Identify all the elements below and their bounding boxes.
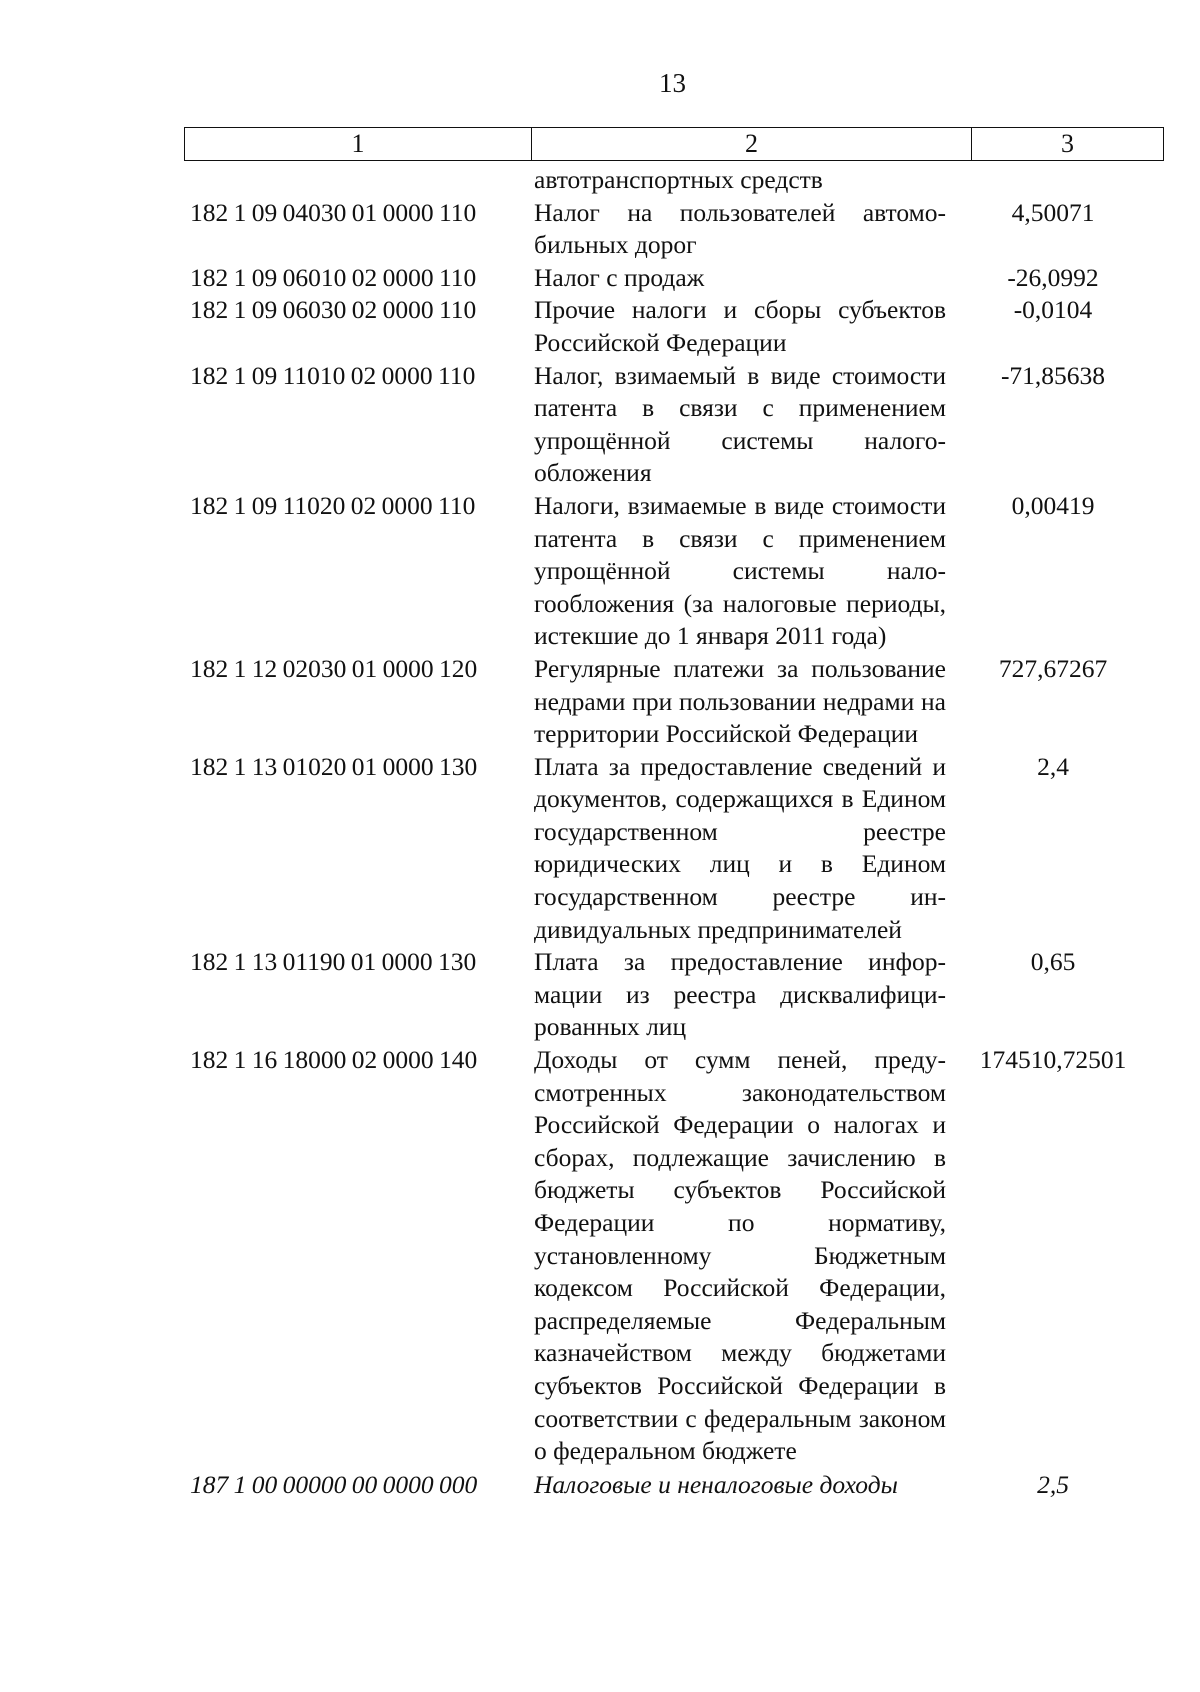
row-description: Налоговые и неналоговые доходы [534,1469,898,1499]
row-amount: 0,65 [1030,947,1076,977]
table-row [190,262,1160,295]
row-amount: 727,67267 [998,653,1108,683]
table-header [184,127,1164,161]
table-body [190,164,1160,1501]
table-row [190,490,1160,653]
row-code: 182 1 09 11020 02 0000 110 [190,490,476,520]
table-row-total [190,1469,1160,1502]
page-number: 13 [659,68,686,98]
row-description: Налог с продаж [534,262,705,292]
table-row [190,294,1160,359]
row-description: Налог на пользователей автомобильных дорог [534,197,946,260]
row-amount: 2,4 [1037,751,1069,781]
row-amount: 2,5 [1037,1469,1069,1499]
row-code: 187 1 00 00000 00 0000 000 [190,1469,478,1499]
row-description: Налоги, взимаемые в виде стоимости патента в связи с применением упрощённой системы налогообложения (за налоговые периоды, истекшие до 1 января 2011 года) [534,490,946,651]
row-description: Регулярные платежи за пользование недрами при пользовании недрами на территории Российской Федерации [534,653,946,749]
table-row [190,164,1160,197]
row-amount: -26,0992 [1007,262,1099,292]
row-description: Прочие налоги и сборы субъектов Российской Федерации [534,295,946,357]
row-amount [946,164,1160,197]
row-code: 182 1 16 18000 02 0000 140 [190,1045,478,1075]
row-amount: 0,00419 [1011,490,1095,520]
row-code: 182 1 09 11010 02 0000 110 [190,360,476,390]
row-code [190,164,534,197]
row-amount: -0,0104 [1013,295,1093,325]
row-description: Доходы от сумм пеней, предусмотренных законодательством Российской Федерации о налогах и сборах, подлежащие зачислению в бюджеты субъектов Российской Федерации по нормативу, установленному Бюджетным кодексом Российской Федерации, распределяемые Федеральным казначейством между бюджетами субъектов Российской Федерации в соответствии с федеральным законом о федеральном бюджете [534,1045,946,1466]
table-row [190,751,1160,947]
row-amount: -71,85638 [1000,360,1106,390]
header-col-1: 1 [185,128,532,160]
row-amount: 174510,72501 [979,1045,1127,1075]
row-description: Плата за предоставление информации из реестра дисквалифицированных лиц [534,947,946,1042]
row-amount: 4,50071 [1011,197,1095,227]
table-row [190,653,1160,751]
row-code: 182 1 09 04030 01 0000 110 [190,197,477,227]
row-code: 182 1 13 01020 01 0000 130 [190,751,478,781]
row-code: 182 1 13 01190 01 0000 130 [190,947,477,977]
row-code: 182 1 09 06030 02 0000 110 [190,295,477,325]
table-row [190,946,1160,1044]
row-description: Налог, взимаемый в виде стоимости патента в связи с применением упрощённой системы налогообложения [534,360,946,488]
table-row [190,1044,1160,1468]
row-code: 182 1 09 06010 02 0000 110 [190,262,477,292]
row-code: 182 1 12 02030 01 0000 120 [190,653,478,683]
header-col-2: 2 [532,128,972,160]
table-row [190,360,1160,490]
row-description: автотранспортных средств [534,165,823,194]
row-description: Плата за предоставление сведений и документов, содержащихся в Едином государственном реестре юридических лиц и в Едином государственном реестре индивидуальных предпринимателей [534,751,946,944]
header-col-3: 3 [1061,129,1074,158]
table-row [190,197,1160,262]
